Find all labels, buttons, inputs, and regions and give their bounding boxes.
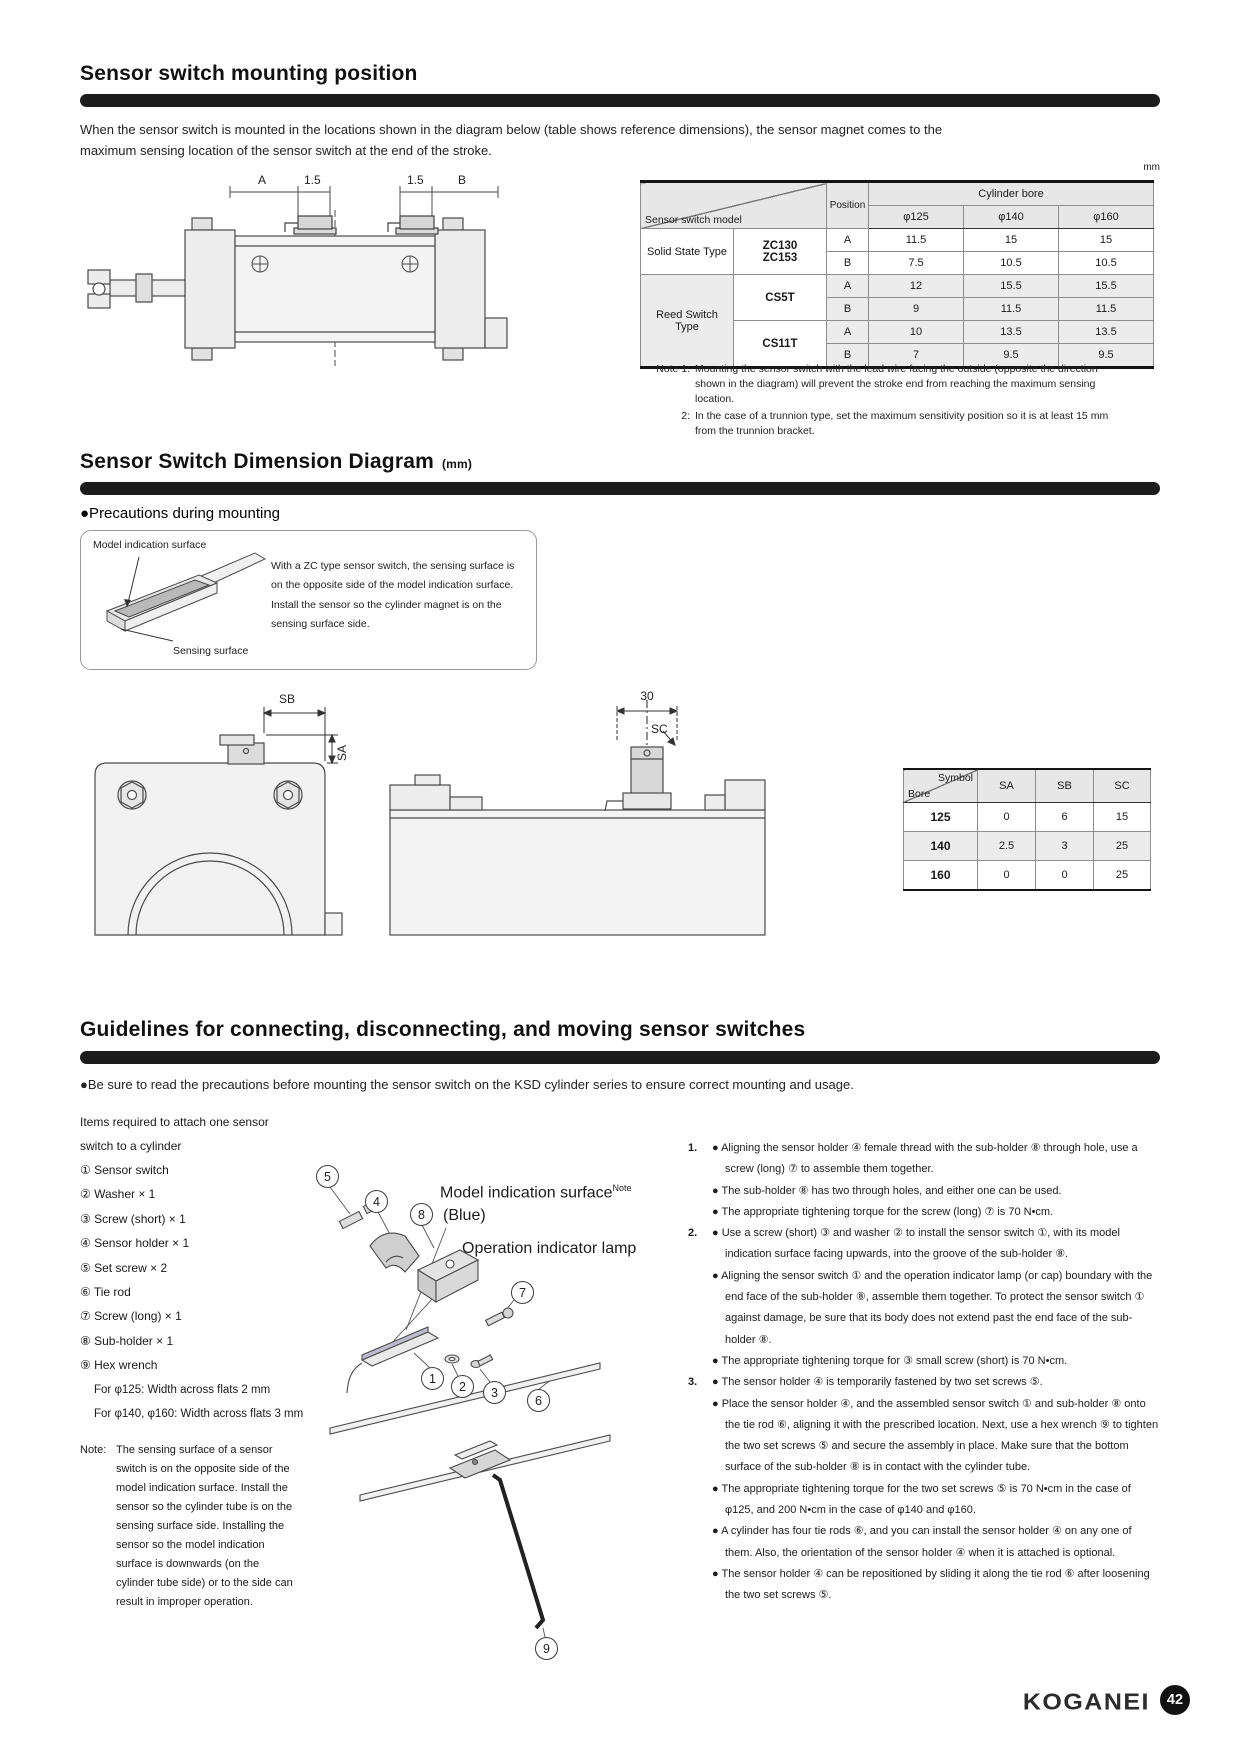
table-row bbox=[904, 832, 1151, 861]
note-2 bbox=[640, 409, 1110, 439]
bore-cell: 160 bbox=[904, 861, 978, 891]
bore-cell: 125 bbox=[904, 803, 978, 832]
bore-col-header: φ140 bbox=[964, 206, 1059, 229]
value-cell: 15 bbox=[1094, 803, 1151, 832]
sensing-surface-label: Sensing surface bbox=[173, 645, 249, 657]
step-bullet: ● The sub-holder ⑧ has two through holes, and either one can be used. bbox=[712, 1184, 1062, 1197]
value-cell: 15.5 bbox=[964, 275, 1059, 298]
section1-notes bbox=[640, 362, 1110, 440]
assembly-model-indication-label bbox=[440, 1183, 632, 1202]
dim-a-label: A bbox=[258, 173, 267, 187]
step-bullet: ● Aligning the sensor switch ① and the operation indicator lamp (or cap) boundary with the end face of the sub-holder ⑧, assemble them together. To protect the sensor switch ① against damage, be sure that its body does not extend past the end face of the sub-holder ⑧. bbox=[712, 1269, 1153, 1346]
pos-cell: A bbox=[827, 321, 869, 344]
dim-15-left-label: 1.5 bbox=[304, 173, 321, 187]
section2-title-text: Sensor Switch Dimension Diagram bbox=[80, 450, 434, 473]
value-cell: 13.5 bbox=[964, 321, 1059, 344]
dimension-end-view-diagram bbox=[80, 685, 350, 940]
value-cell: 10.5 bbox=[964, 252, 1059, 275]
bore-col-header: φ160 bbox=[1059, 206, 1154, 229]
items-note-text: The sensing surface of a sensor switch is on the opposite side of the model indication surface. Install the sensor so the cylinder tube is on the sensing surface side. Installing the sensor so the model indication surface is downwards (on the cylinder tube side) or to the side can result in improper operation. bbox=[116, 1443, 293, 1608]
instruction-steps bbox=[688, 1138, 1160, 1607]
list-item: ④ Sensor holder × 1 bbox=[80, 1236, 190, 1251]
page-number-badge: 42 bbox=[1160, 1685, 1190, 1715]
bore-cell: 140 bbox=[904, 832, 978, 861]
assembly-blue-label: (Blue) bbox=[443, 1207, 486, 1224]
callout-3: 3 bbox=[483, 1381, 506, 1404]
dim-b-label: B bbox=[458, 173, 467, 187]
model-cell: CS11T bbox=[734, 321, 827, 368]
model-cell bbox=[734, 229, 827, 275]
note-2-text: In the case of a trunnion type, set the maximum sensitivity position so it is at least 15 mm from the trunnion bracket. bbox=[695, 409, 1109, 437]
pos-cell: A bbox=[827, 229, 869, 252]
value-cell: 11.5 bbox=[869, 229, 964, 252]
items-list bbox=[80, 1110, 304, 1612]
step-3 bbox=[688, 1372, 1160, 1606]
units-label: mm bbox=[1143, 162, 1160, 173]
value-cell: 9.5 bbox=[1059, 344, 1154, 368]
value-cell: 15 bbox=[1059, 229, 1154, 252]
dimension-table bbox=[903, 768, 1151, 891]
note-1-text: Mounting the sensor switch with the lead wire facing the outside (opposite the direction shown in the diagram) will prevent the stroke end from reaching the maximum sensing location. bbox=[695, 363, 1098, 406]
dim-col-header: SB bbox=[1036, 769, 1094, 803]
value-cell: 0 bbox=[978, 861, 1036, 891]
step-bullet: ● A cylinder has four tie rods ⑥, and you can install the sensor holder ④ on any one of them. Also, the orientation of the sensor holder ④ when it is attached is optional. bbox=[712, 1525, 1132, 1559]
value-cell: 7.5 bbox=[869, 252, 964, 275]
model-name: ZC130 bbox=[762, 239, 798, 252]
value-cell: 10.5 bbox=[1059, 252, 1154, 275]
section3-title: Guidelines for connecting, disconnecting, and moving sensor switches bbox=[80, 1018, 806, 1041]
corner-label: Sensor switch model bbox=[645, 214, 742, 226]
bore-col-header: φ125 bbox=[869, 206, 964, 229]
table-row bbox=[641, 275, 1154, 298]
step-bullet: ● Use a screw (short) ③ and washer ② to install the sensor switch ①, with its model indication surface facing upwards, into the groove of the sub-holder ⑧. bbox=[712, 1227, 1120, 1261]
note-1-label: Note 1: bbox=[656, 363, 690, 375]
precautions-box bbox=[80, 530, 537, 670]
koganei-logo: KOGANEI bbox=[1022, 1689, 1150, 1715]
callout-4: 4 bbox=[365, 1190, 388, 1213]
callout-1: 1 bbox=[421, 1367, 444, 1390]
dim-sa-label: SA bbox=[335, 744, 349, 762]
model-indication-surface-label: Model indication surface bbox=[93, 539, 207, 551]
step-number: 1. bbox=[688, 1142, 698, 1154]
dim-sb-label: SB bbox=[278, 692, 296, 706]
value-cell: 3 bbox=[1036, 832, 1094, 861]
callout-8: 8 bbox=[410, 1203, 433, 1226]
mounting-position-table bbox=[640, 180, 1154, 369]
value-cell: 15.5 bbox=[1059, 275, 1154, 298]
value-cell: 9 bbox=[869, 298, 964, 321]
section3-intro: ●Be sure to read the precautions before mounting the sensor switch on the KSD cylinder series to ensure correct mounting and usage. bbox=[80, 1077, 854, 1092]
table-row bbox=[904, 861, 1151, 891]
position-header: Position bbox=[827, 182, 869, 229]
callout-2: 2 bbox=[451, 1375, 474, 1398]
table-row bbox=[904, 803, 1151, 832]
value-cell: 0 bbox=[978, 803, 1036, 832]
value-cell: 25 bbox=[1094, 861, 1151, 891]
value-cell: 11.5 bbox=[964, 298, 1059, 321]
cylinder-body bbox=[88, 218, 507, 360]
list-item: ⑥ Tie rod bbox=[80, 1285, 131, 1300]
list-subitem: For φ140, φ160: Width across flats 3 mm bbox=[94, 1408, 304, 1421]
list-item: ① Sensor switch bbox=[80, 1163, 169, 1177]
step-bullet: ● Aligning the sensor holder ④ female thread with the sub-holder ⑧ through hole, use a screw (long) ⑦ to assemble them together. bbox=[712, 1142, 1138, 1176]
assembly-model-indication-text: Model indication surface bbox=[440, 1184, 613, 1202]
items-heading: Items required to attach one sensor switch to a cylinder bbox=[80, 1115, 269, 1153]
dim-col-header: SA bbox=[978, 769, 1036, 803]
pos-cell: B bbox=[827, 344, 869, 368]
section2-title-bar bbox=[80, 482, 1160, 495]
step-bullet: ● The appropriate tightening torque for the screw (long) ⑦ is 70 N•cm. bbox=[712, 1205, 1054, 1218]
step-bullet: ● The appropriate tightening torque for the two set screws ⑤ is 70 N•cm in the case of φ125, and 200 N•cm in the case of φ140 and φ160. bbox=[712, 1482, 1131, 1517]
assembly-note-superscript: Note bbox=[612, 1183, 632, 1193]
items-note bbox=[80, 1441, 298, 1612]
list-item: ② Washer × 1 bbox=[80, 1187, 156, 1202]
list-subitem: For φ125: Width across flats 2 mm bbox=[94, 1383, 271, 1396]
model-cell: CS5T bbox=[734, 275, 827, 321]
symbol-label: Symbol bbox=[937, 772, 973, 784]
step-number: 2. bbox=[688, 1227, 698, 1240]
section1-title: Sensor switch mounting position bbox=[80, 62, 418, 85]
dim-col-header: SC bbox=[1094, 769, 1151, 803]
value-cell: 13.5 bbox=[1059, 321, 1154, 344]
step-bullet: ● Place the sensor holder ④, and the assembled sensor switch ① and sub-holder ⑧ onto the tie rod ⑥, aligning it with the prescribed location. Next, use a hex wrench ⑨ to tighten the two set screws ⑤ and secure the assembly in place. Make sure that the bottom surface of the sub-holder ⑧ is in contact with the cylinder tube. bbox=[712, 1397, 1159, 1474]
value-cell: 25 bbox=[1094, 832, 1151, 861]
value-cell: 6 bbox=[1036, 803, 1094, 832]
bore-group-header: Cylinder bore bbox=[869, 182, 1154, 206]
sensor-switch-isometric-diagram bbox=[87, 549, 272, 649]
section3-title-bar bbox=[80, 1051, 1160, 1064]
value-cell: 15 bbox=[964, 229, 1059, 252]
list-item: ⑤ Set screw × 2 bbox=[80, 1260, 168, 1275]
dim-sc-label: SC bbox=[651, 722, 668, 736]
callout-9: 9 bbox=[535, 1637, 558, 1660]
list-item: ⑧ Sub-holder × 1 bbox=[80, 1333, 174, 1348]
pos-cell: B bbox=[827, 298, 869, 321]
dim-table-corner bbox=[904, 769, 978, 803]
step-bullet: ● The sensor holder ④ is temporarily fastened by two set screws ⑤. bbox=[712, 1376, 1043, 1389]
dim-15-right-label: 1.5 bbox=[407, 173, 424, 187]
list-item: ⑦ Screw (long) × 1 bbox=[80, 1309, 182, 1324]
step-1 bbox=[688, 1138, 1160, 1223]
table-row bbox=[641, 229, 1154, 252]
list-item: ③ Screw (short) × 1 bbox=[80, 1211, 186, 1226]
step-2 bbox=[688, 1223, 1160, 1372]
value-cell: 12 bbox=[869, 275, 964, 298]
sensor-switches-on-tube bbox=[285, 216, 438, 234]
cylinder-side-view-diagram bbox=[80, 168, 560, 403]
note-1 bbox=[640, 362, 1110, 408]
model-name: ZC153 bbox=[762, 251, 798, 264]
section1-intro: When the sensor switch is mounted in the locations shown in the diagram below (table shows reference dimensions), the sensor magnet comes to the maximum sensing location of the sensor switch at the end of the stroke. bbox=[80, 122, 943, 158]
section1-title-bar bbox=[80, 94, 1160, 107]
items-note-label: Note: bbox=[80, 1443, 107, 1456]
type-cell: Solid State Type bbox=[641, 229, 734, 275]
dim-30-label: 30 bbox=[640, 689, 654, 703]
value-cell: 2.5 bbox=[978, 832, 1036, 861]
value-cell: 10 bbox=[869, 321, 964, 344]
dimension-side-view-diagram bbox=[385, 685, 775, 940]
precautions-heading: ●Precautions during mounting bbox=[80, 505, 281, 522]
pos-cell: B bbox=[827, 252, 869, 275]
callout-6: 6 bbox=[527, 1389, 550, 1412]
callout-7: 7 bbox=[511, 1281, 534, 1304]
callout-5: 5 bbox=[316, 1165, 339, 1188]
value-cell: 0 bbox=[1036, 861, 1094, 891]
section2-title bbox=[80, 450, 472, 474]
table-corner-cell bbox=[641, 182, 827, 229]
value-cell: 7 bbox=[869, 344, 964, 368]
section2-title-units: (mm) bbox=[441, 457, 473, 471]
pos-cell: A bbox=[827, 275, 869, 298]
list-item: ⑨ Hex wrench bbox=[80, 1358, 158, 1373]
step-bullet: ● The sensor holder ④ can be repositioned by sliding it along the tie rod ⑥ after loosening the two set screws ⑤. bbox=[712, 1567, 1150, 1602]
note-2-label: 2: bbox=[681, 409, 690, 422]
step-number: 3. bbox=[688, 1376, 698, 1389]
precautions-text: With a ZC type sensor switch, the sensing surface is on the opposite side of the model indication surface. Install the sensor so the cylinder magnet is on the sensing surface side. bbox=[271, 560, 515, 631]
value-cell: 9.5 bbox=[964, 344, 1059, 368]
type-cell: Reed Switch Type bbox=[641, 275, 734, 368]
bore-label: Bore bbox=[908, 788, 931, 800]
assembly-lamp-label: Operation indicator lamp bbox=[462, 1240, 637, 1257]
value-cell: 11.5 bbox=[1059, 298, 1154, 321]
exploded-assembly-diagram bbox=[300, 1150, 620, 1710]
step-bullet: ● The appropriate tightening torque for ③ small screw (short) is 70 N•cm. bbox=[712, 1354, 1068, 1367]
